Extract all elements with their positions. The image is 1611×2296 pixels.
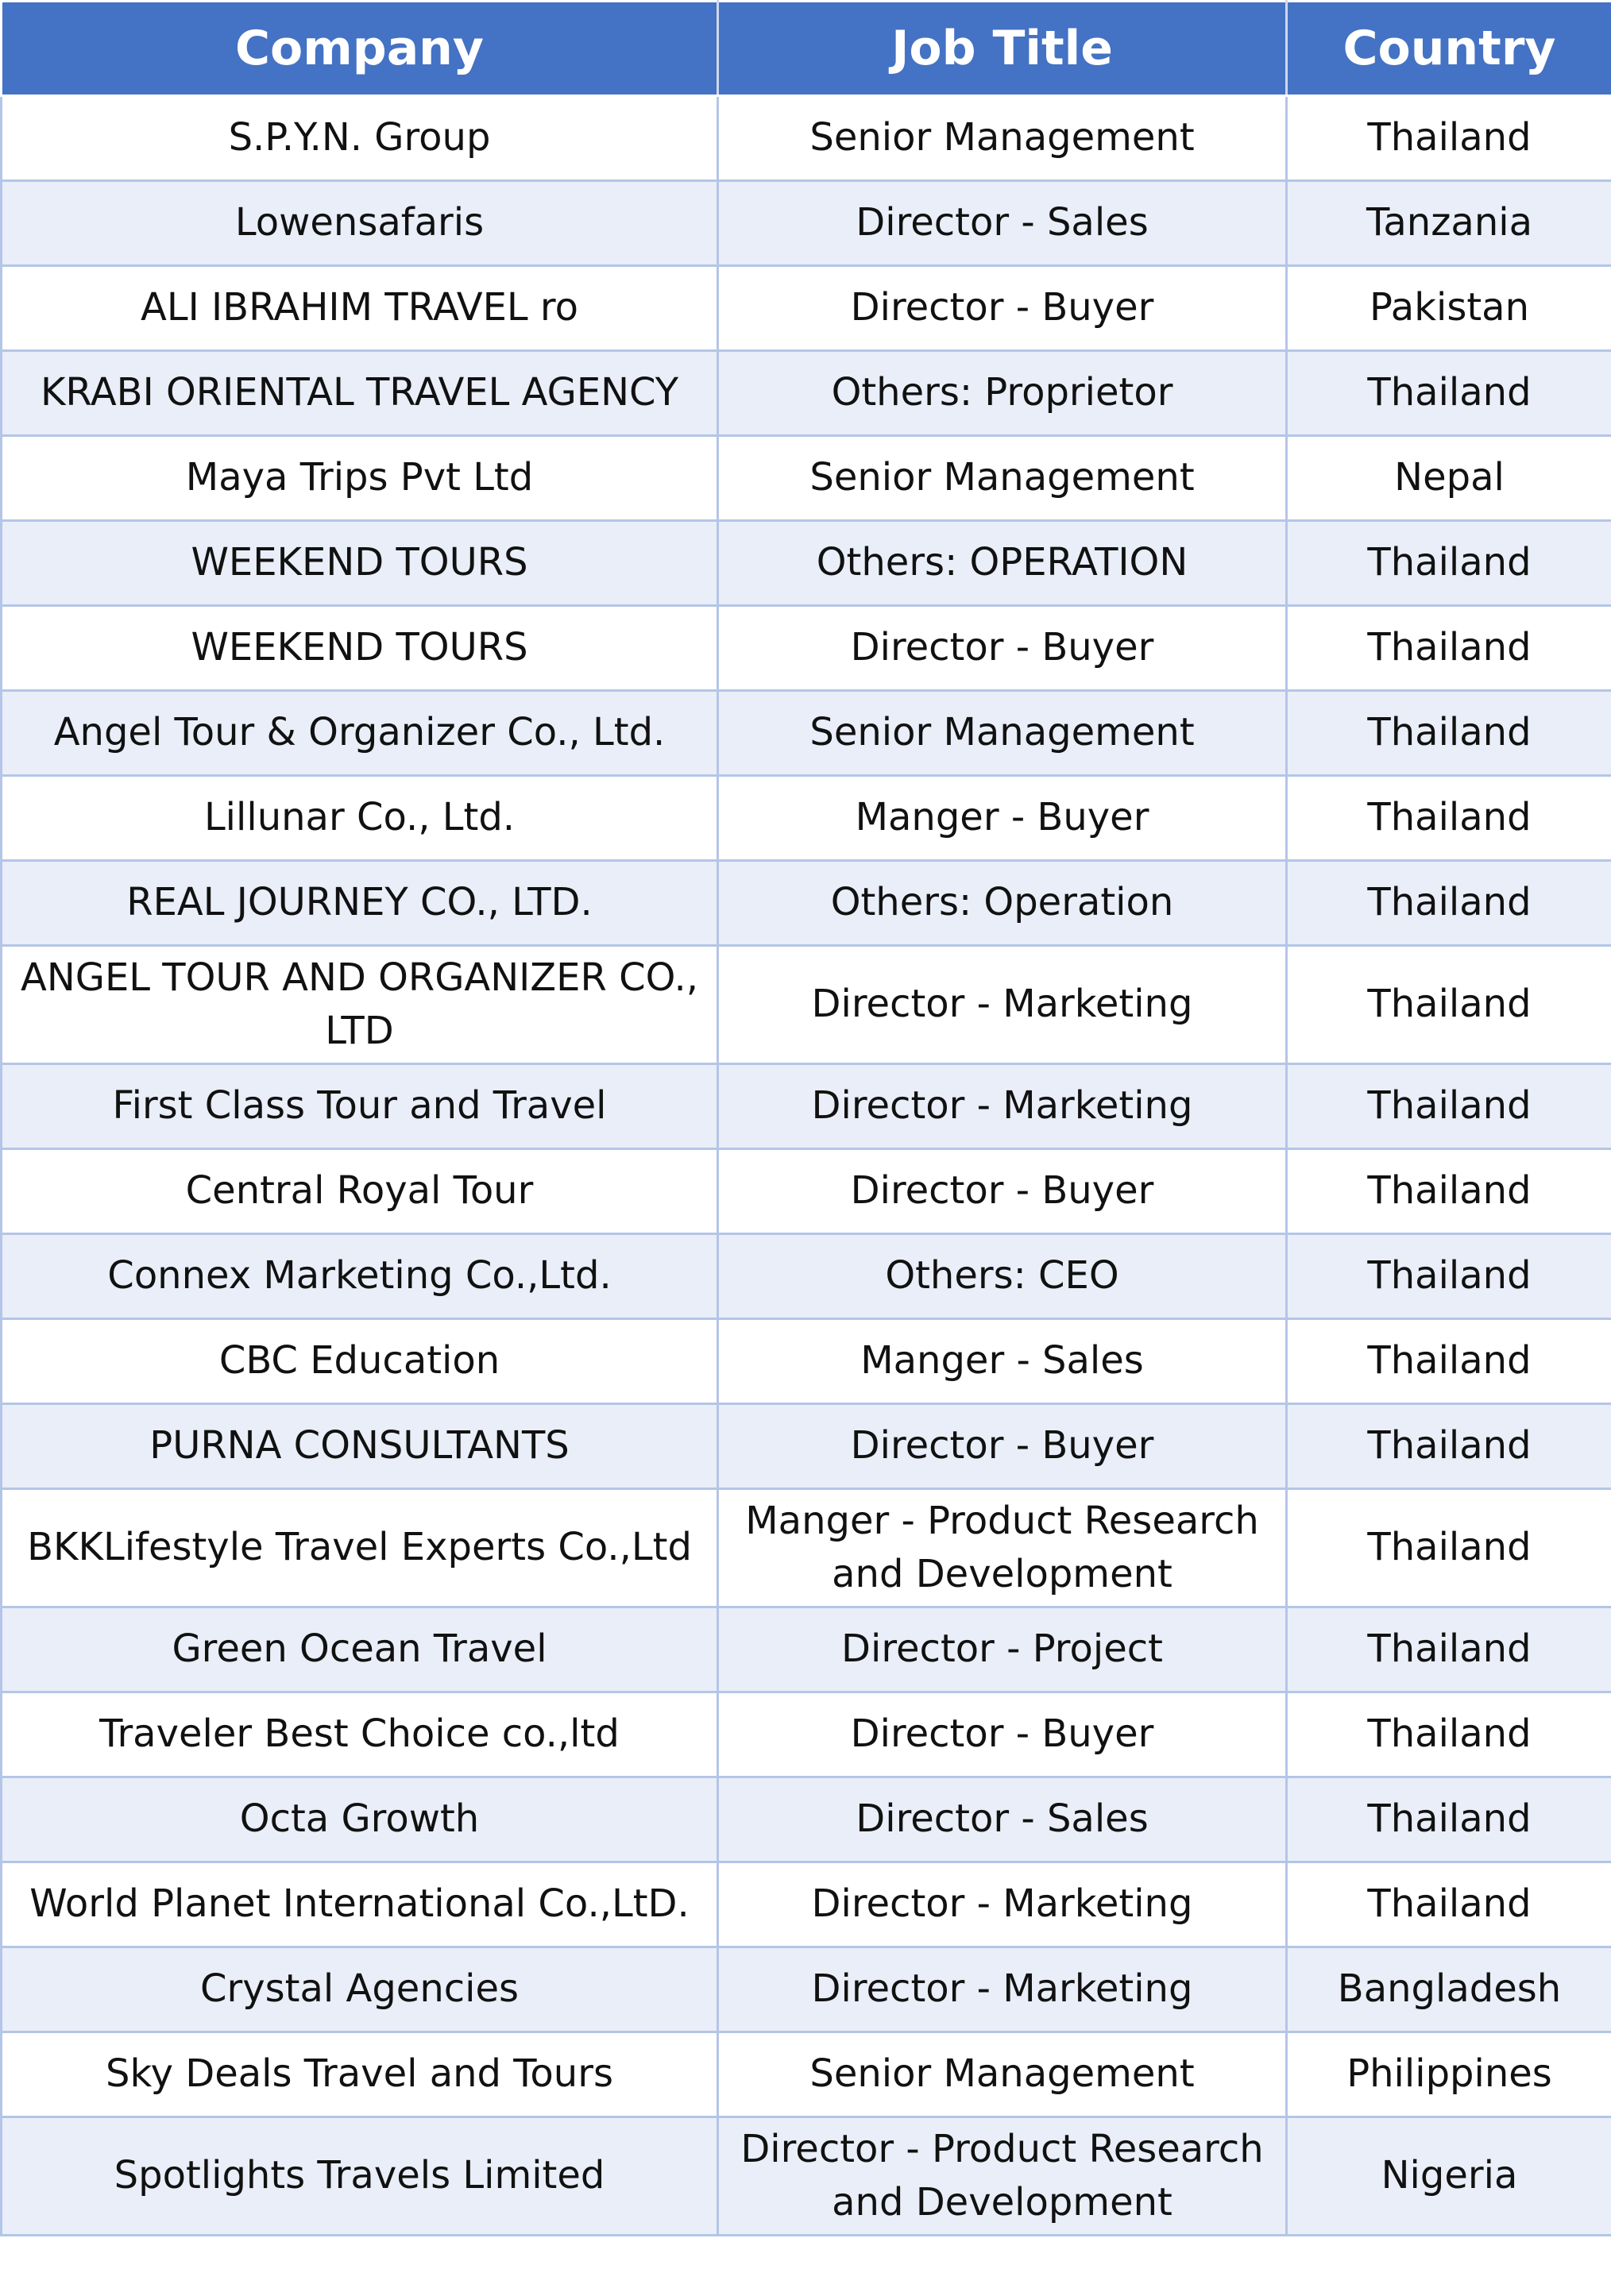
- cell-job-title: Director - Product Research and Development: [718, 2117, 1287, 2236]
- table-row: [2, 1319, 1611, 1404]
- cell-country: Thailand: [1287, 1607, 1611, 1692]
- cell-job-title: Director - Buyer: [718, 1149, 1287, 1234]
- cell-company: CBC Education: [2, 1319, 718, 1404]
- cell-company: Spotlights Travels Limited: [2, 2117, 718, 2236]
- header-job-title: Job Title: [718, 2, 1287, 96]
- cell-company: KRABI ORIENTAL TRAVEL AGENCY: [2, 351, 718, 436]
- table-row: [2, 96, 1611, 181]
- header-company: Company: [2, 2, 718, 96]
- cell-company: Octa Growth: [2, 1777, 718, 1862]
- cell-company: Maya Trips Pvt Ltd: [2, 436, 718, 521]
- header-country: Country: [1287, 2, 1611, 96]
- cell-job-title: Director - Project: [718, 1607, 1287, 1692]
- cell-country: Thailand: [1287, 1234, 1611, 1319]
- cell-company: S.P.Y.N. Group: [2, 96, 718, 181]
- cell-country: Bangladesh: [1287, 1947, 1611, 2032]
- table-row: [2, 1692, 1611, 1777]
- table-row: [2, 606, 1611, 691]
- cell-job-title: Director - Buyer: [718, 1692, 1287, 1777]
- cell-job-title: Director - Sales: [718, 181, 1287, 266]
- cell-company: Angel Tour & Organizer Co., Ltd.: [2, 691, 718, 776]
- cell-country: Thailand: [1287, 1319, 1611, 1404]
- cell-company: Green Ocean Travel: [2, 1607, 718, 1692]
- cell-job-title: Director - Buyer: [718, 1404, 1287, 1489]
- cell-country: Thailand: [1287, 351, 1611, 436]
- cell-job-title: Director - Buyer: [718, 266, 1287, 351]
- cell-company: First Class Tour and Travel: [2, 1064, 718, 1149]
- table-row: [2, 2032, 1611, 2117]
- table-row: [2, 776, 1611, 861]
- table-row: [2, 351, 1611, 436]
- cell-country: Thailand: [1287, 521, 1611, 606]
- cell-country: Thailand: [1287, 606, 1611, 691]
- cell-country: Thailand: [1287, 861, 1611, 946]
- cell-job-title: Senior Management: [718, 96, 1287, 181]
- table-row: [2, 266, 1611, 351]
- cell-company: Crystal Agencies: [2, 1947, 718, 2032]
- cell-company: PURNA CONSULTANTS: [2, 1404, 718, 1489]
- table-row: [2, 1149, 1611, 1234]
- cell-company: World Planet International Co.,LtD.: [2, 1862, 718, 1947]
- table-row: [2, 691, 1611, 776]
- table-row: [2, 1489, 1611, 1607]
- cell-country: Thailand: [1287, 96, 1611, 181]
- table-row: [2, 1607, 1611, 1692]
- table-row: [2, 1777, 1611, 1862]
- table-row: [2, 521, 1611, 606]
- table-row: [2, 861, 1611, 946]
- cell-company: REAL JOURNEY CO., LTD.: [2, 861, 718, 946]
- cell-company: WEEKEND TOURS: [2, 521, 718, 606]
- cell-company: Lowensafaris: [2, 181, 718, 266]
- cell-country: Thailand: [1287, 1777, 1611, 1862]
- cell-job-title: Manger - Product Research and Development: [718, 1489, 1287, 1607]
- cell-job-title: Others: OPERATION: [718, 521, 1287, 606]
- cell-company: ANGEL TOUR AND ORGANIZER CO., LTD: [2, 946, 718, 1064]
- table-row: [2, 1234, 1611, 1319]
- cell-country: Thailand: [1287, 691, 1611, 776]
- table-row: [2, 436, 1611, 521]
- cell-job-title: Director - Marketing: [718, 1862, 1287, 1947]
- cell-country: Nigeria: [1287, 2117, 1611, 2236]
- cell-job-title: Director - Marketing: [718, 946, 1287, 1064]
- cell-job-title: Director - Sales: [718, 1777, 1287, 1862]
- table-row: [2, 2117, 1611, 2236]
- table-row: [2, 1862, 1611, 1947]
- cell-company: WEEKEND TOURS: [2, 606, 718, 691]
- cell-company: Lillunar Co., Ltd.: [2, 776, 718, 861]
- cell-job-title: Others: Operation: [718, 861, 1287, 946]
- cell-job-title: Senior Management: [718, 2032, 1287, 2117]
- cell-country: Tanzania: [1287, 181, 1611, 266]
- cell-country: Philippines: [1287, 2032, 1611, 2117]
- header-row: [2, 2, 1611, 96]
- cell-country: Thailand: [1287, 1862, 1611, 1947]
- cell-country: Thailand: [1287, 1692, 1611, 1777]
- cell-company: Central Royal Tour: [2, 1149, 718, 1234]
- table-row: [2, 946, 1611, 1064]
- cell-job-title: Others: Proprietor: [718, 351, 1287, 436]
- table-row: [2, 1404, 1611, 1489]
- cell-job-title: Senior Management: [718, 691, 1287, 776]
- table-row: [2, 1064, 1611, 1149]
- cell-country: Thailand: [1287, 946, 1611, 1064]
- cell-job-title: Director - Marketing: [718, 1064, 1287, 1149]
- table-row: [2, 181, 1611, 266]
- cell-company: Connex Marketing Co.,Ltd.: [2, 1234, 718, 1319]
- table-row: [2, 1947, 1611, 2032]
- cell-job-title: Director - Buyer: [718, 606, 1287, 691]
- cell-job-title: Others: CEO: [718, 1234, 1287, 1319]
- cell-country: Nepal: [1287, 436, 1611, 521]
- cell-job-title: Manger - Buyer: [718, 776, 1287, 861]
- cell-country: Thailand: [1287, 1064, 1611, 1149]
- cell-company: ALI IBRAHIM TRAVEL ro: [2, 266, 718, 351]
- cell-country: Pakistan: [1287, 266, 1611, 351]
- cell-country: Thailand: [1287, 1489, 1611, 1607]
- cell-job-title: Senior Management: [718, 436, 1287, 521]
- cell-company: BKKLifestyle Travel Experts Co.,Ltd: [2, 1489, 718, 1607]
- cell-company: Sky Deals Travel and Tours: [2, 2032, 718, 2117]
- cell-country: Thailand: [1287, 1404, 1611, 1489]
- cell-country: Thailand: [1287, 776, 1611, 861]
- cell-country: Thailand: [1287, 1149, 1611, 1234]
- cell-job-title: Manger - Sales: [718, 1319, 1287, 1404]
- cell-company: Traveler Best Choice co.,ltd: [2, 1692, 718, 1777]
- cell-job-title: Director - Marketing: [718, 1947, 1287, 2032]
